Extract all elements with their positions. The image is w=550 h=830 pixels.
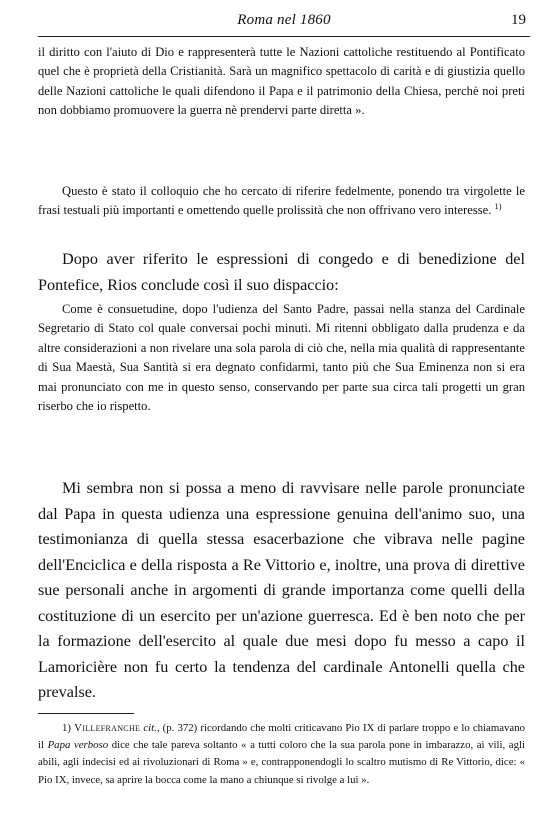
footnote-author: Villefranche (74, 722, 141, 734)
footnote-marker: 1) (62, 722, 71, 734)
quote-paragraph-2-text (38, 182, 525, 221)
narrative-paragraph-1-text: Dopo aver riferito le espressioni di congedo e di benedizione del Pontefice, Rios conclude così il suo dispaccio: (38, 250, 525, 294)
quote-paragraph-1-text: il diritto con l'aiuto di Dio e rappresenterà tutte le Nazioni cattoliche restituendo al Pontificato quel che è proprietà della Cristianità. Sarà un magnifico spettacolo di carità e di giustizia quello delle Nazioni cattoliche le quali difendono il Papa e il patrimonio della Chiesa, perchè noi preti non dobbiamo promuovere la guerra nè prendervi parte diretta ». (38, 45, 525, 118)
footnote-cit: cit. (143, 722, 157, 734)
footnote-part-2: dice che tale pareva soltanto « a tutti coloro che la sua parola pone in imbarazzo, ai vili, agli abili, agli indecisi ed ai rivoluzionari di Roma » e, contrapponendogli lo scaltro mutismo di Re Vittorio, dice: « Pio IX, invece, sa aprire la bocca come la mano a chiunque si rivolge a lui ». (38, 739, 525, 786)
dispatch-quote (38, 300, 525, 416)
footnote-part-1: , (p. 372) ricordando che molti criticavano Pio IX di parlare troppo e lo chiamavano il (38, 722, 526, 752)
running-title: Roma nel 1860 (237, 12, 331, 28)
dispatch-quote-text: Come è consuetudine, dopo l'udienza del Santo Padre, passai nella stanza del Cardinale Segretario di Stato col quale conversai pochi minuti. Mi ritenni obbligato dalla prudenza e da altre considerazioni a non rivelare una sola parola di ciò che, nella mia qualità di rappresentante di Sua Maestà, Sua Santità si era degnato confidarmi, tanto più che Sua Eminenza non si era mai pronunciato con me in questo senso, conservando per parte sua circa tali progetti un gran riserbo che io rispetto. (38, 302, 525, 414)
footnote-rule (38, 713, 134, 714)
quote-paragraph-1 (38, 43, 525, 121)
quote-paragraph-2-body: Questo è stato il colloquio che ho cercato di riferire fedelmente, ponendo tra virgolette le frasi testuali più importanti e omettendo quelle prolissità che non offrivano vero interesse. (38, 184, 525, 218)
page-number: 19 (511, 12, 526, 28)
quote-paragraph-2 (38, 182, 525, 221)
narrative-paragraph-1 (38, 247, 525, 298)
narrative-paragraph-2 (38, 476, 525, 706)
page-header (38, 12, 530, 34)
footnote-papa-verboso: Papa verboso (47, 739, 109, 752)
footnote (38, 720, 525, 789)
footnote-reference: 1) (494, 201, 502, 212)
narrative-paragraph-2-text: Mi sembra non si possa a meno di ravvisare nelle parole pronunciate dal Papa in questa udienza una espressione genuina dell'animo suo, una testimonianza di quella stessa esacerbazione che vibrava nelle pagine dell'Enciclica e della risposta a Re Vittorio e, inoltre, una prova di direttive sue personali anche in argomenti di grande importanza come quelli della costituzione di un esercito per un'azione guerresca. Ed è ben noto che per la formazione dell'esercito al quale due mesi dopo fu messo a capo il Lamoricière non fu certo la tendenza del cardinale Antonelli quella che prevalse. (38, 479, 525, 701)
header-rule (38, 36, 530, 37)
footnote-text (38, 720, 525, 789)
